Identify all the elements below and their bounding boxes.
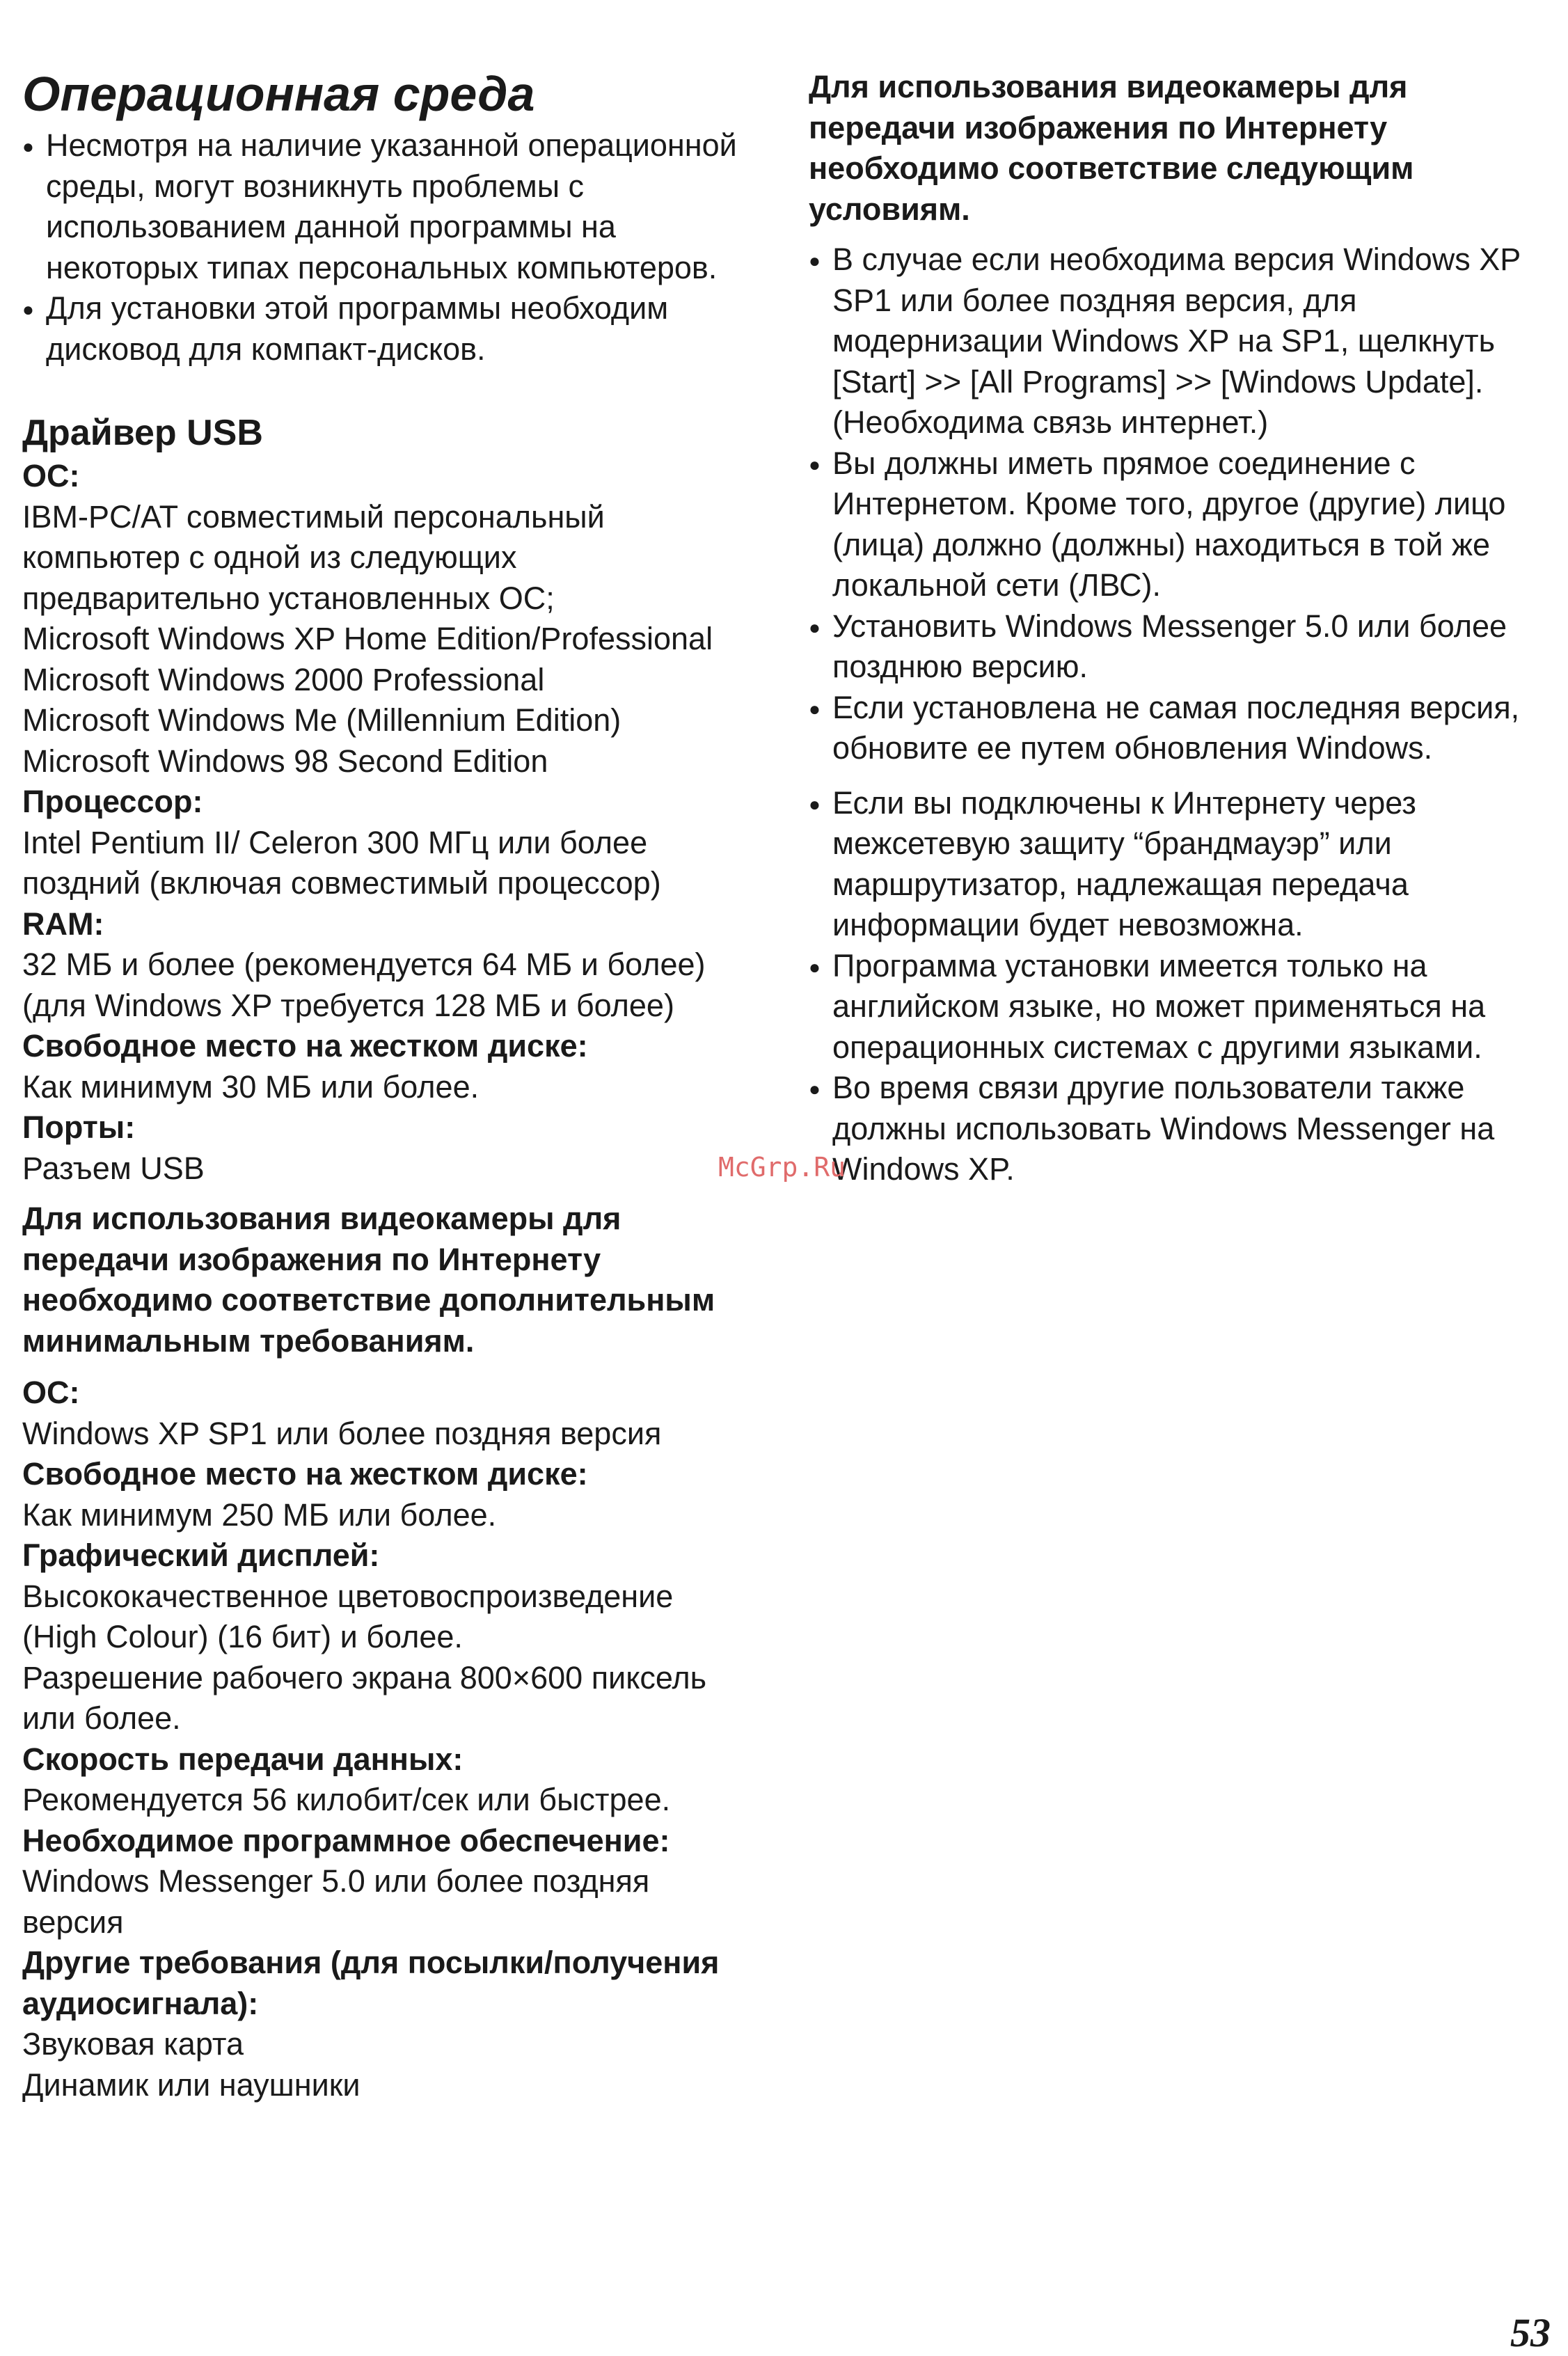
spec-value-line: Intel Pentium II/ Celeron 300 МГц или более [22,824,648,860]
bullet-icon: ● [809,250,821,271]
spec-value-line: Звуковая карта [22,2026,244,2062]
spec-label: Процессор: [22,784,203,819]
bullet-text-line: обновите ее путем обновления Windows. [832,730,1433,766]
section-heading-line: необходимо соответствие дополнительным [22,1282,715,1318]
note-bullet [809,946,1560,1068]
bullet-text-line: Установить Windows Messenger 5.0 или более [832,608,1507,644]
spec-value-line: Microsoft Windows 98 Second Edition [22,743,548,779]
bullet-text-line: Если установлена не самая последняя версия, [832,689,1520,725]
intro-bullet [22,288,774,370]
bullet-icon: ● [22,299,34,320]
bullet-text-line: межсетевую защиту “брандмауэр” или [832,825,1392,861]
usb-requirements [22,456,774,1189]
bullet-text-line: использованием данной программы на [46,209,616,244]
spec-label: Свободное место на жестком диске: [22,1456,588,1492]
section-heading-line: условиям. [809,191,970,227]
spec-value-line: Как минимум 250 МБ или более. [22,1496,497,1533]
intro-bullet [22,125,774,288]
spec-value-line: Разъем USB [22,1150,205,1186]
spec-value-line: Рекомендуется 56 килобит/сек или быстрее. [22,1782,671,1817]
spec-value-line: Microsoft Windows Me (Millennium Edition) [22,702,621,738]
spec-label: аудиосигнала): [22,1985,259,2021]
spec-label: Графический дисплей: [22,1537,380,1573]
bullet-text-line: Интернетом. Кроме того, другое (другие) лицо [832,486,1506,521]
spec-label: ОС: [22,1375,80,1410]
section-heading-line: передачи изображения по Интернету [809,109,1388,145]
page-number: 53 [1510,2310,1551,2355]
spec-value-line: Windows Messenger 5.0 или более поздняя [22,1863,650,1899]
spec-value-line: компьютер с одной из следующих [22,539,517,575]
spec-value-line: (High Colour) (16 бит) и более. [22,1619,463,1654]
bullet-icon: ● [809,793,821,815]
bullet-icon: ● [809,956,821,978]
usb-driver-heading: Драйвер USB [22,413,263,453]
spec-value-line: поздний (включая совместимый процессор) [22,865,661,901]
bullet-text-line: [Start] >> [All Programs] >> [Windows Update]. [832,363,1484,400]
spec-label: Скорость передачи данных: [22,1741,464,1777]
spec-label: Свободное место на жестком диске: [22,1028,588,1064]
bullet-text-line: Во время связи другие пользователи также [832,1070,1465,1105]
bullet-text-line: Программа установки имеется только на [832,947,1427,983]
bullet-text-line: информации будет невозможна. [832,907,1304,942]
bullet-text-line: Для установки этой программы необходим [46,290,669,326]
spec-value-line: предварительно установленных ОС; [22,580,555,616]
right-column [809,0,1560,1190]
internet-requirements-heading [22,1199,774,1361]
section-heading-line: необходимо соответствие следующим [809,150,1414,186]
spec-value-line: или более. [22,1700,181,1736]
condition-bullet [809,606,1560,688]
conditions-bullet-list [809,239,1560,769]
condition-bullet [809,443,1560,606]
bullet-text-line: модернизации Windows XP на SP1, щелкнуть [832,323,1496,358]
bullet-text-line: некоторых типах персональных компьютеров. [46,249,718,285]
spec-value-line: Microsoft Windows XP Home Edition/Professional [22,621,713,656]
condition-bullet [809,688,1560,769]
page-title: Операционная среда [22,67,535,121]
bullet-text-line: (лица) должно (должны) находиться в той же [832,526,1491,562]
spec-label: Другие требования (для посылки/получения [22,1945,720,1980]
bullet-icon: ● [809,1078,821,1100]
section-heading-line: Для использования видеокамеры для [809,69,1408,104]
bullet-text-line: В случае если необходима версия Windows XP [832,242,1521,277]
bullet-text-line: локальной сети (ЛВС). [832,567,1162,603]
spec-value-line: Высококачественное цветовоспроизведение [22,1578,674,1614]
bullet-icon: ● [809,453,821,475]
spec-value-line: 32 МБ и более (рекомендуется 64 МБ и более) [22,947,706,982]
bullet-text-line: дисковод для компакт-дисков. [46,331,486,367]
bullet-icon: ● [809,697,821,720]
conditions-heading [809,67,1560,230]
spec-value-line: Разрешение рабочего экрана 800×600 пиксель [22,1659,707,1695]
bullet-text-line: Вы должны иметь прямое соединение с [832,445,1416,481]
bullet-text-line: Несмотря на наличие указанной операционной [46,127,737,163]
bullet-text-line: среды, могут возникнуть проблемы с [46,168,585,204]
section-heading-line: передачи изображения по Интернету [22,1241,601,1277]
bullet-text-line: маршрутизатор, надлежащая передача [832,866,1409,902]
spec-label: Порты: [22,1109,136,1145]
note-bullet [809,783,1560,946]
spec-label: ОС: [22,458,80,493]
bullet-text-line: позднюю версию. [832,649,1088,684]
section-heading-line: Для использования видеокамеры для [22,1201,621,1236]
spec-label: Необходимое программное обеспечение: [22,1822,670,1858]
spec-value-line: (для Windows XP требуется 128 МБ и более) [22,987,674,1023]
intro-bullet-list [22,125,774,370]
section-heading-line: минимальным требованиям. [22,1322,475,1359]
spec-value-line: Windows XP SP1 или более поздняя версия [22,1415,662,1451]
spec-value-line: IBM-PC/AT совместимый персональный [22,498,605,535]
condition-bullet [809,239,1560,443]
bullet-text-line: SP1 или более поздняя версия, для [832,282,1357,318]
watermark: McGrp.Ru [718,1152,846,1183]
bullet-text-line: операционных системах с другими языками. [832,1029,1482,1065]
bullet-text-line: Если вы подключены к Интернету через [832,784,1416,821]
bullet-text-line: (Необходима связь интернет.) [832,404,1269,440]
internet-requirements [22,1373,774,2105]
bullet-text-line: Windows XP. [832,1151,1015,1187]
spec-value-line: версия [22,1904,124,1940]
notes-bullet-list [809,783,1560,1190]
spec-value-line: Динамик или наушники [22,2066,361,2103]
bullet-text-line: английском языке, но может применяться на [832,988,1486,1024]
note-bullet [809,1068,1560,1190]
bullet-icon: ● [809,616,821,638]
spec-label: RAM: [22,906,104,942]
spec-value-line: Как минимум 30 МБ или более. [22,1068,480,1105]
bullet-icon: ● [22,136,34,157]
left-column [22,0,774,2105]
bullet-text-line: должны использовать Windows Messenger на [832,1110,1495,1146]
spec-value-line: Microsoft Windows 2000 Professional [22,661,545,697]
